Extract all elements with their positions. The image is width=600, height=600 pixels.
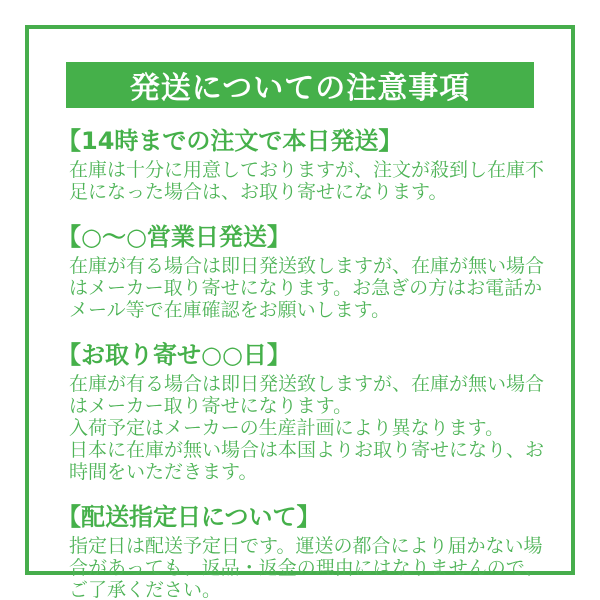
section-heading: 【○～○営業日発送】: [57, 223, 291, 251]
section-paragraph: 指定日は配送予定日です。運送の都合により届かない場合があっても、返品・返金の理由にはなりませんので、ご了承ください。: [69, 535, 544, 600]
notice-section: [57, 503, 557, 600]
notice-section: [57, 223, 557, 321]
section-heading: 【お取り寄せ○○日】: [57, 341, 291, 369]
section-paragraph: 在庫は十分に用意しておりますが、注文が殺到し在庫不足になった場合は、お取り寄せになります。: [69, 159, 545, 203]
section-heading: 【14時までの注文で本日発送】: [57, 127, 403, 155]
notice-section: [57, 341, 557, 483]
page-title: 発送についての注意事項: [129, 71, 471, 106]
section-paragraph: 在庫が有る場合は即日発送致しますが、在庫が無い場合はメーカー取り寄せになります。: [69, 373, 545, 417]
section-body: [57, 159, 555, 203]
section-heading: 【配送指定日について】: [57, 503, 321, 531]
notice-sections: [29, 127, 571, 600]
section-body: [57, 535, 555, 600]
title-banner: [66, 62, 534, 108]
section-body: [57, 373, 555, 483]
section-paragraph: 入荷予定はメーカーの生産計画により異なります。: [69, 417, 505, 439]
notice-section: [57, 127, 557, 203]
section-paragraph: 日本に在庫が無い場合は本国よりお取り寄せになり、お時間をいただきます。: [69, 439, 545, 483]
section-paragraph: 在庫が有る場合は即日発送致しますが、在庫が無い場合はメーカー取り寄せになります。お急ぎの方はお電話かメール等で在庫確認をお願いします。: [69, 255, 545, 321]
border-frame: [25, 25, 575, 600]
section-body: [57, 255, 555, 321]
